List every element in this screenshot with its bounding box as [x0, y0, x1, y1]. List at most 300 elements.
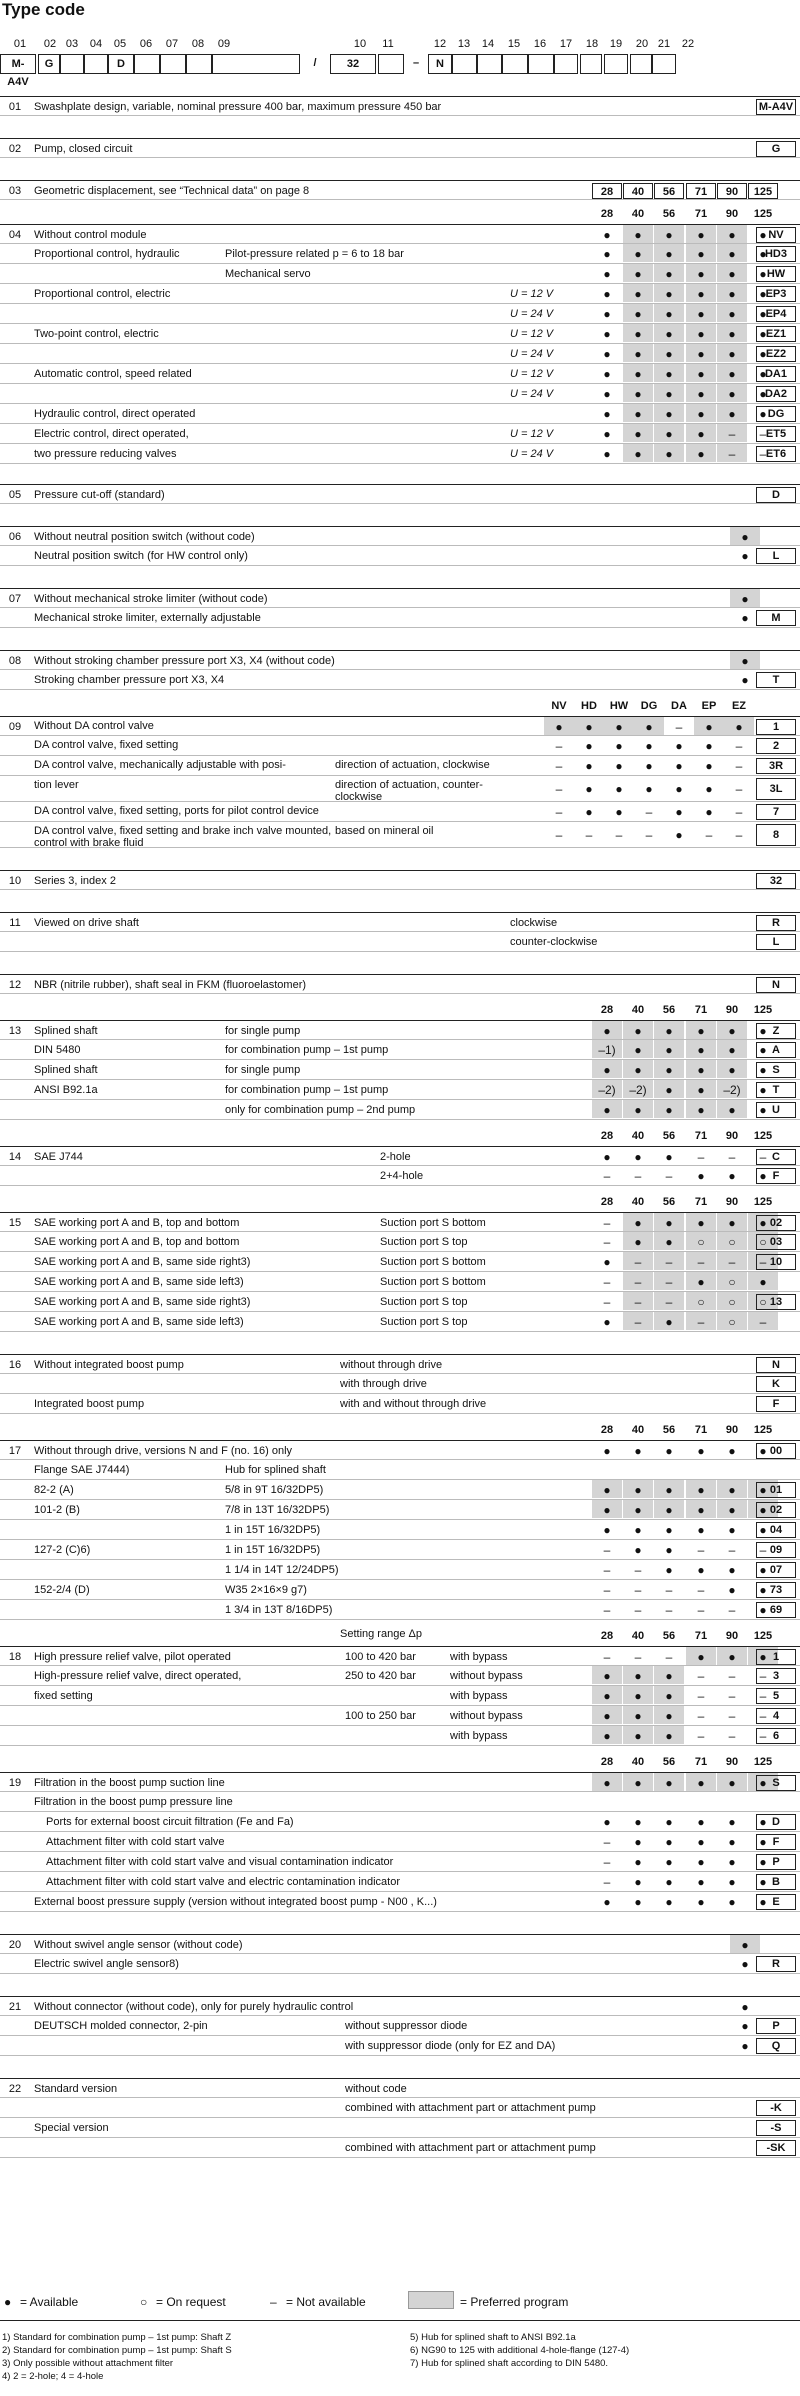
- footnote: 7) Hub for splined shaft according to DIN 5480.: [410, 2358, 609, 2369]
- availability-cell: ●: [759, 1835, 767, 1849]
- table-row: [0, 484, 800, 504]
- code-box-12: [378, 54, 404, 74]
- position-number: 07: [8, 593, 22, 605]
- availability-cell: ●: [634, 1523, 642, 1537]
- order-code: 04: [756, 1522, 796, 1538]
- availability-cell: ●: [748, 1480, 778, 1498]
- availability-cell: ●: [759, 1815, 767, 1829]
- availability-cell: ●: [759, 1855, 767, 1869]
- availability-cell: ●: [623, 1726, 653, 1744]
- table-row: [0, 526, 800, 546]
- position-number: 16: [8, 1359, 22, 1371]
- row-description: Without swivel angle sensor (without code): [34, 1939, 243, 1951]
- availability-cell: –: [555, 759, 563, 773]
- row-description: Attachment filter with cold start valve and visual contamination indicator: [46, 1856, 394, 1868]
- position-number: 03: [8, 185, 22, 197]
- row-sub: only for combination pump – 2nd pump: [225, 1104, 416, 1116]
- relief-size-header-56: 56: [662, 1630, 676, 1642]
- availability-cell: ●: [603, 267, 611, 281]
- row-description: Without through drive, versions N and F (no. 16) only: [34, 1445, 293, 1457]
- table-row: [0, 608, 800, 628]
- through-size-header-125: 125: [753, 1424, 773, 1436]
- availability-cell: ●: [654, 384, 684, 402]
- availability-cell: –: [634, 1603, 642, 1617]
- availability-cell: –: [555, 782, 563, 796]
- availability-cell: ●: [623, 244, 653, 262]
- availability-cell: ●: [728, 1895, 736, 1909]
- availability-cell: ●: [654, 1686, 684, 1704]
- table-row: [0, 1520, 800, 1540]
- footnote: 6) NG90 to 125 with additional 4-hole-flange (127-4): [410, 2345, 630, 2356]
- position-number: 06: [8, 531, 22, 543]
- position-21: 21: [657, 38, 671, 50]
- bypass-option: with bypass: [450, 1690, 508, 1702]
- availability-cell: ●: [654, 1100, 684, 1118]
- code-box-2: G: [38, 54, 60, 74]
- flange-size: 152-2/4 (D): [34, 1584, 90, 1596]
- order-code: 73: [756, 1582, 796, 1598]
- table-row: [0, 912, 800, 932]
- position-09: 09: [217, 38, 231, 50]
- availability-cell: ●: [759, 1063, 767, 1077]
- table-row: [0, 284, 800, 304]
- availability-cell: –: [665, 1603, 673, 1617]
- order-code: ET5: [756, 426, 796, 442]
- order-code: A: [756, 1042, 796, 1058]
- drive_shaft-size-header-71: 71: [694, 1004, 708, 1016]
- availability-cell: ●: [686, 244, 716, 262]
- table-row: [0, 1312, 800, 1332]
- availability-cell: ●: [717, 1060, 747, 1078]
- order-code: G: [756, 141, 796, 157]
- availability-cell: ●: [675, 828, 683, 842]
- availability-cell: ●: [730, 589, 760, 607]
- order-code: DG: [756, 406, 796, 422]
- availability-cell: ●: [654, 284, 684, 302]
- availability-cell: ●: [634, 1815, 642, 1829]
- availability-cell: –: [735, 759, 743, 773]
- availability-cell: –: [665, 1583, 673, 1597]
- order-code: 10: [756, 1254, 796, 1270]
- order-code: 32: [756, 873, 796, 889]
- availability-cell: ●: [717, 1647, 747, 1665]
- availability-cell: ●: [686, 1100, 716, 1118]
- availability-cell: ●: [665, 1815, 673, 1829]
- footnote: 2) Standard for combination pump – 1st pump: Shaft S: [2, 2345, 232, 2356]
- type-code-boxes: [0, 54, 800, 88]
- availability-cell: ●: [585, 805, 593, 819]
- table-row: [0, 180, 800, 200]
- availability-cell: ●: [759, 1083, 767, 1097]
- availability-cell: –: [675, 720, 683, 734]
- availability-cell: ●: [645, 759, 653, 773]
- drive_shaft-size-header-40: 40: [631, 1004, 645, 1016]
- availability-cell: ●: [623, 1232, 653, 1250]
- filtration-size-header-71: 71: [694, 1756, 708, 1768]
- code-box-4: [84, 54, 108, 74]
- availability-cell: ●: [654, 264, 684, 282]
- order-code: F: [756, 1396, 796, 1412]
- availability-cell: –: [748, 1312, 778, 1330]
- availability-cell: ●: [697, 1895, 705, 1909]
- row-sub: with and without through drive: [340, 1398, 487, 1410]
- bypass-option: without bypass: [450, 1670, 523, 1682]
- code-box-21: [604, 54, 628, 74]
- availability-cell: ●: [741, 2039, 749, 2053]
- row-description: Standard version: [34, 2083, 118, 2095]
- availability-cell: ●: [623, 1666, 653, 1684]
- availability-cell: ●: [686, 1040, 716, 1058]
- order-code: DA1: [756, 366, 796, 382]
- table-row: [0, 1252, 800, 1272]
- availability-cell: ●: [759, 367, 767, 381]
- order-code: NV: [756, 227, 796, 243]
- availability-cell: –: [697, 1543, 705, 1557]
- row-description: ANSI B92.1a: [34, 1084, 98, 1096]
- row-voltage: U = 24 V: [510, 388, 554, 400]
- availability-cell: ●: [623, 1100, 653, 1118]
- availability-cell: ●: [686, 1500, 716, 1518]
- control-size-header-56: 56: [662, 208, 676, 220]
- availability-cell: –: [645, 828, 653, 842]
- availability-cell: –: [717, 424, 747, 442]
- setting-range: 100 to 250 bar: [345, 1710, 416, 1722]
- availability-cell: ●: [574, 717, 604, 735]
- availability-cell: ●: [603, 1315, 611, 1329]
- row-description: SAE working port A and B, same side right3): [34, 1296, 251, 1308]
- row-description: Filtration in the boost pump pressure line: [34, 1796, 233, 1808]
- position-04: 04: [89, 38, 103, 50]
- footnote: 5) Hub for splined shaft to ANSI B92.1a: [410, 2332, 576, 2343]
- row-description: Without integrated boost pump: [34, 1359, 184, 1371]
- availability-cell: –: [603, 1855, 611, 1869]
- row-description: Automatic control, speed related: [34, 368, 192, 380]
- row-sub: without code: [345, 2083, 407, 2095]
- row-sub: combined with attachment part or attachment pump: [345, 2142, 596, 2154]
- row-sub: Suction port S top: [380, 1316, 468, 1328]
- availability-cell: ●: [730, 1935, 760, 1953]
- availability-cell: ●: [623, 225, 653, 243]
- row-description: DEUTSCH molded connector, 2-pin: [34, 2020, 208, 2032]
- row-description: DA control valve, fixed setting and brake inch valve mounted, control with brake fluid: [34, 825, 332, 849]
- legend-on-request: = On request: [156, 2295, 226, 2309]
- size-option: 71: [686, 183, 716, 199]
- availability-cell: ●: [759, 307, 767, 321]
- table-row: [0, 224, 800, 244]
- availability-cell: ●: [654, 1312, 684, 1330]
- table-row: [0, 1166, 800, 1186]
- availability-cell: ●: [675, 782, 683, 796]
- row-description: Without stroking chamber pressure port X3, X4 (without code): [34, 655, 335, 667]
- through-size-header-28: 28: [600, 1424, 614, 1436]
- order-code: 8: [756, 824, 796, 846]
- availability-cell: ●: [728, 1444, 736, 1458]
- footnote: 4) 2 = 2-hole; 4 = 4-hole: [2, 2371, 104, 2382]
- not-available-symbol: –: [270, 2295, 277, 2309]
- availability-cell: –: [735, 828, 743, 842]
- position-number: 22: [8, 2083, 22, 2095]
- availability-cell: ●: [717, 1773, 747, 1791]
- availability-cell: ●: [748, 1500, 778, 1518]
- table-row: [0, 1892, 800, 1912]
- da-header-EZ: EZ: [731, 700, 747, 712]
- table-row: [0, 444, 800, 464]
- code-box-13: –: [412, 57, 420, 69]
- position-20: 20: [635, 38, 649, 50]
- order-code: Q: [756, 2038, 796, 2054]
- row-description: Special version: [34, 2122, 109, 2134]
- row-description: SAE working port A and B, same side right3): [34, 1256, 251, 1268]
- availability-cell: ●: [686, 1021, 716, 1039]
- row-description: DA control valve, fixed setting: [34, 739, 179, 751]
- availability-cell: [686, 1792, 716, 1810]
- availability-cell: ●: [654, 404, 684, 422]
- availability-cell: ●: [728, 1563, 736, 1577]
- availability-cell: ●: [623, 344, 653, 362]
- relief-size-header-90: 90: [725, 1630, 739, 1642]
- order-code: D: [756, 1814, 796, 1830]
- mounting_flange-size-header-40: 40: [631, 1130, 645, 1142]
- row-sub: without through drive: [340, 1359, 443, 1371]
- order-code: U: [756, 1102, 796, 1118]
- position-number: 10: [8, 875, 22, 887]
- availability-cell: ●: [603, 1523, 611, 1537]
- row-sub: for combination pump – 1st pump: [225, 1084, 389, 1096]
- availability-cell: ●: [748, 1213, 778, 1231]
- row-description: Geometric displacement, see “Technical data” on page 8: [34, 185, 310, 197]
- row-sub: Suction port S top: [380, 1296, 468, 1308]
- availability-cell: –: [705, 828, 713, 842]
- row-description: Proportional control, electric: [34, 288, 171, 300]
- availability-cell: ●: [748, 1272, 778, 1290]
- availability-cell: ●: [697, 1169, 705, 1183]
- table-row: [0, 1812, 800, 1832]
- table-row: [0, 1852, 800, 1872]
- availability-cell: ●: [654, 1726, 684, 1744]
- availability-cell: ●: [705, 805, 713, 819]
- row-sub: Suction port S bottom: [380, 1256, 486, 1268]
- availability-cell: ●: [634, 717, 664, 735]
- order-code: 1: [756, 1649, 796, 1665]
- availability-cell: –: [665, 1650, 673, 1664]
- order-code: -K: [756, 2100, 796, 2116]
- position-number: 13: [8, 1025, 22, 1037]
- availability-cell: ●: [717, 1100, 747, 1118]
- availability-cell: ●: [686, 424, 716, 442]
- availability-cell: ●: [759, 228, 767, 242]
- availability-cell: ●: [686, 1213, 716, 1231]
- availability-cell: ●: [686, 344, 716, 362]
- row-sub: based on mineral oil: [335, 825, 434, 837]
- availability-cell: ●: [717, 264, 747, 282]
- availability-cell: ●: [592, 1500, 622, 1518]
- table-row: [0, 2016, 800, 2036]
- row-description: Splined shaft: [34, 1064, 98, 1076]
- order-code: F: [756, 1168, 796, 1184]
- availability-cell: ●: [759, 407, 767, 421]
- row-description: Ports for external boost circuit filtration (Fe and Fa): [46, 1816, 294, 1828]
- availability-cell: ●: [759, 1895, 767, 1909]
- order-code: 5: [756, 1688, 796, 1704]
- order-code: EZ1: [756, 326, 796, 342]
- code-box-6: [134, 54, 160, 74]
- table-row: [0, 822, 800, 848]
- order-code: L: [756, 934, 796, 950]
- availability-cell: ●: [705, 782, 713, 796]
- availability-cell: –: [585, 828, 593, 842]
- availability-cell: ●: [728, 1835, 736, 1849]
- availability-cell: ●: [741, 2019, 749, 2033]
- drive_shaft-size-header-90: 90: [725, 1004, 739, 1016]
- order-code: Z: [756, 1023, 796, 1039]
- availability-cell: ●: [759, 287, 767, 301]
- availability-cell: ●: [603, 447, 611, 461]
- availability-cell: ●: [665, 1543, 673, 1557]
- order-code: S: [756, 1775, 796, 1791]
- table-row: [0, 2098, 800, 2118]
- availability-cell: ●: [686, 364, 716, 382]
- availability-cell: ●: [623, 1213, 653, 1231]
- availability-cell: –: [759, 1543, 767, 1557]
- code-box-5: D: [108, 54, 134, 74]
- availability-cell: ●: [697, 1815, 705, 1829]
- availability-cell: [748, 1792, 778, 1810]
- working_port-size-header-125: 125: [753, 1196, 773, 1208]
- position-13: 13: [457, 38, 471, 50]
- order-code: EP3: [756, 286, 796, 302]
- availability-cell: –: [603, 1169, 611, 1183]
- position-numbers: [0, 38, 800, 54]
- availability-cell: –: [603, 1650, 611, 1664]
- availability-cell: ●: [717, 225, 747, 243]
- hub-size: 5/8 in 9T 16/32DP5): [225, 1484, 324, 1496]
- footnote: 1) Standard for combination pump – 1st pump: Shaft Z: [2, 2332, 232, 2343]
- availability-cell: –: [697, 1729, 705, 1743]
- availability-cell: ●: [544, 717, 574, 735]
- availability-cell: –: [717, 1252, 747, 1270]
- row-sub: combined with attachment part or attachment pump: [345, 2102, 596, 2114]
- availability-cell: ●: [654, 344, 684, 362]
- code-box-1: M-A4V: [0, 54, 36, 74]
- availability-cell: ●: [717, 1480, 747, 1498]
- table-row: [0, 650, 800, 670]
- row-description: Pump, closed circuit: [34, 143, 133, 155]
- size-option: 28: [592, 183, 622, 199]
- availability-cell: ○: [717, 1292, 747, 1310]
- working_port-size-header-28: 28: [600, 1196, 614, 1208]
- order-code: 4: [756, 1708, 796, 1724]
- availability-cell: ●: [717, 244, 747, 262]
- table-row: [0, 404, 800, 424]
- availability-cell: ●: [623, 364, 653, 382]
- row-description: Without DA control valve: [34, 720, 154, 732]
- availability-cell: –: [697, 1583, 705, 1597]
- availability-cell: ●: [697, 1563, 705, 1577]
- position-15: 15: [507, 38, 521, 50]
- position-number: 04: [8, 229, 22, 241]
- order-code: R: [756, 915, 796, 931]
- order-code: EP4: [756, 306, 796, 322]
- table-row: [0, 802, 800, 822]
- availability-cell: –: [603, 1583, 611, 1597]
- availability-cell: ●: [623, 1706, 653, 1724]
- row-voltage: U = 12 V: [510, 368, 554, 380]
- table-row: [0, 1954, 800, 1974]
- availability-cell: ●: [623, 1480, 653, 1498]
- row-sub: for combination pump – 1st pump: [225, 1044, 389, 1056]
- relief-size-header-71: 71: [694, 1630, 708, 1642]
- availability-cell: ●: [686, 324, 716, 342]
- availability-cell: ●: [592, 1666, 622, 1684]
- position-number: 12: [8, 979, 22, 991]
- availability-cell: ●: [623, 1773, 653, 1791]
- availability-cell: ●: [686, 1060, 716, 1078]
- availability-cell: ●: [615, 782, 623, 796]
- row-sub: 2-hole: [380, 1151, 411, 1163]
- availability-cell: ●: [686, 264, 716, 282]
- table-row: [0, 2118, 800, 2138]
- availability-cell: ●: [654, 1666, 684, 1684]
- availability-cell: ●: [654, 1232, 684, 1250]
- availability-cell: –: [665, 1169, 673, 1183]
- row-voltage: U = 24 V: [510, 448, 554, 460]
- availability-cell: ●: [717, 324, 747, 342]
- row-description: Without control module: [34, 229, 147, 241]
- mounting_flange-size-header-71: 71: [694, 1130, 708, 1142]
- availability-cell: ●: [645, 782, 653, 796]
- row-voltage: U = 12 V: [510, 288, 554, 300]
- page-title: Type code: [2, 0, 85, 19]
- availability-cell: ●: [623, 384, 653, 402]
- availability-cell: ●: [728, 1815, 736, 1829]
- order-code: DA2: [756, 386, 796, 402]
- availability-cell: ●: [697, 1875, 705, 1889]
- order-code: 7: [756, 804, 796, 820]
- code-box-3: [60, 54, 84, 74]
- availability-cell: ●: [741, 673, 749, 687]
- availability-cell: ●: [759, 327, 767, 341]
- position-19: 19: [609, 38, 623, 50]
- table-row: [0, 1580, 800, 1600]
- position-number: 08: [8, 655, 22, 667]
- availability-cell: ●: [592, 1060, 622, 1078]
- order-code: -S: [756, 2120, 796, 2136]
- availability-cell: –: [759, 1729, 767, 1743]
- table-row: [0, 384, 800, 404]
- control-size-header-71: 71: [694, 208, 708, 220]
- availability-cell: ●: [697, 1855, 705, 1869]
- availability-cell: ●: [592, 1100, 622, 1118]
- row-description: DIN 5480: [34, 1044, 81, 1056]
- flange-header: Flange SAE J7444): [34, 1464, 130, 1476]
- table-row: [0, 424, 800, 444]
- working_port-size-header-40: 40: [631, 1196, 645, 1208]
- code-box-7: [160, 54, 186, 74]
- table-row: [0, 1726, 800, 1746]
- table-row: [0, 932, 800, 952]
- filtration-size-header-40: 40: [631, 1756, 645, 1768]
- availability-cell: ○: [686, 1232, 716, 1250]
- availability-cell: ●: [686, 1773, 716, 1791]
- availability-cell: ●: [623, 264, 653, 282]
- table-row: [0, 1646, 800, 1666]
- availability-cell: ●: [623, 1686, 653, 1704]
- availability-cell: –: [603, 1275, 611, 1289]
- availability-cell: –: [645, 805, 653, 819]
- availability-cell: ●: [592, 1480, 622, 1498]
- availability-cell: –: [728, 1669, 736, 1683]
- order-code: 3L: [756, 778, 796, 800]
